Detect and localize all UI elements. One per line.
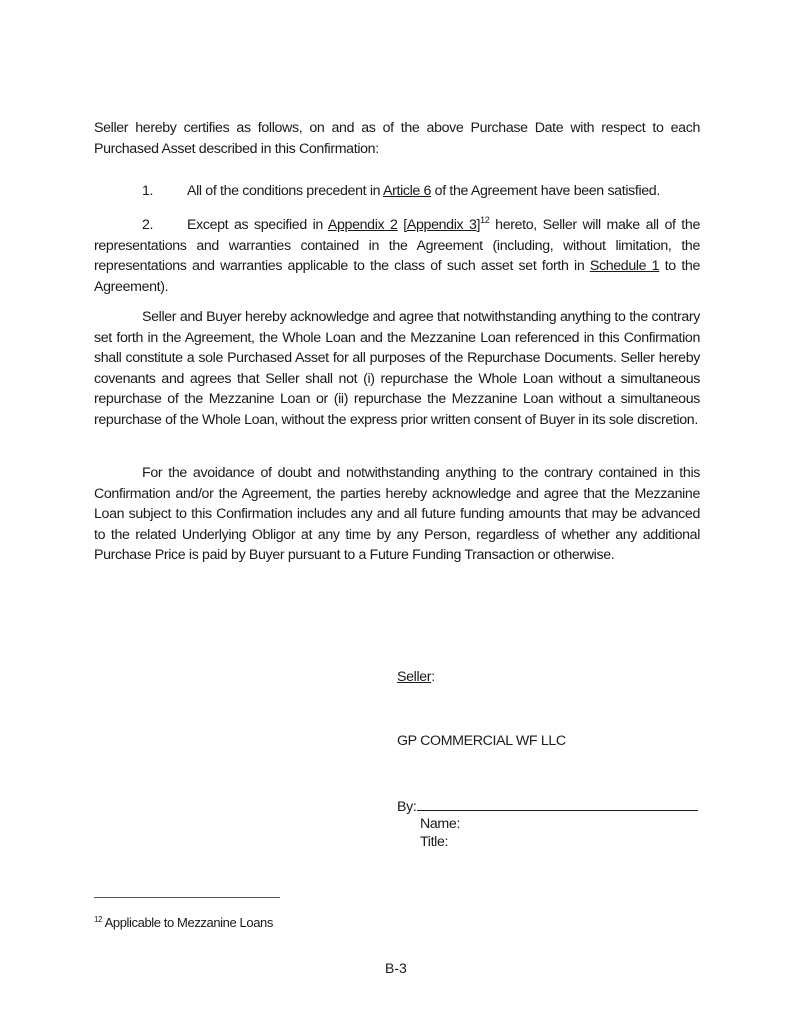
appendix-3-link[interactable]: Appendix 3 xyxy=(406,217,477,233)
appendix-2-link[interactable]: Appendix 2 xyxy=(327,217,398,233)
intro-paragraph: Seller hereby certifies as follows, on and as of the above Purchase Date with respect to each Purchased Asset described in this Confirmation: xyxy=(94,120,700,157)
numbered-item-2 xyxy=(94,215,700,297)
seller-label: Seller xyxy=(397,669,432,685)
schedule-1-link[interactable]: Schedule 1 xyxy=(589,258,660,275)
footnote-reference[interactable]: 12 xyxy=(480,215,490,225)
numbered-item-1 xyxy=(94,181,700,202)
bracket: [ xyxy=(397,217,407,233)
signature-by-line xyxy=(397,796,698,817)
signature-party-label xyxy=(397,667,435,687)
signature-blank[interactable] xyxy=(417,796,698,811)
signature-name-label: Name: xyxy=(420,816,461,832)
future-funding-paragraph: For the avoidance of doubt and notwithstanding anything to the contrary contained in this Confirmation and/or the Agreement, the parties hereby acknowledge and agree that the Mezzanine Loan subject to this Confirmation includes any and all future funding amounts that may be advanced to the related Underlying Obligor at any time by any Person, regardless of whether any additional Purchase Price is paid by Buyer pursuant to a Future Funding Transaction or otherwise. xyxy=(94,465,700,564)
footnote-separator xyxy=(94,897,280,898)
item-text: All of the conditions precedent in xyxy=(187,183,383,199)
item-text: to the Agreement). xyxy=(94,258,700,295)
bracket: ] xyxy=(476,217,481,233)
item-number: 2. xyxy=(142,217,154,233)
colon: : xyxy=(431,669,435,685)
footnote-number: 12 xyxy=(94,915,103,924)
item-text: Except as specified in xyxy=(187,217,328,233)
footnote-text: Applicable to Mezzanine Loans xyxy=(102,915,273,930)
item-text: hereto, Seller will make all of the representations and warranties contained in the Agreement (including, without limitation, the representations and warranties applicable to the class of such asset set forth in xyxy=(94,217,700,275)
signature-entity-name: GP COMMERCIAL WF LLC xyxy=(397,733,566,749)
article-6-link[interactable]: Article 6 xyxy=(382,183,432,199)
item-text: of the Agreement have been satisfied. xyxy=(431,183,660,199)
page-number: B-3 xyxy=(385,960,407,976)
signature-title-label: Title: xyxy=(420,834,449,850)
footnote xyxy=(94,915,273,930)
by-label: By: xyxy=(397,799,417,815)
item-number: 1. xyxy=(142,183,154,199)
sole-asset-paragraph: Seller and Buyer hereby acknowledge and agree that notwithstanding anything to the contrary set forth in the Agreement, the Whole Loan and the Mezzanine Loan referenced in this Confirmation shall constitute a sole Purchased Asset for all purposes of the Repurchase Documents. Seller hereby covenants and agrees that Seller shall not (i) repurchase the Whole Loan without a simultaneous repurchase of the Mezzanine Loan or (ii) repurchase the Mezzanine Loan without a simultaneous repurchase of the Whole Loan, without the express prior written consent of Buyer in its sole discretion. xyxy=(94,309,700,428)
